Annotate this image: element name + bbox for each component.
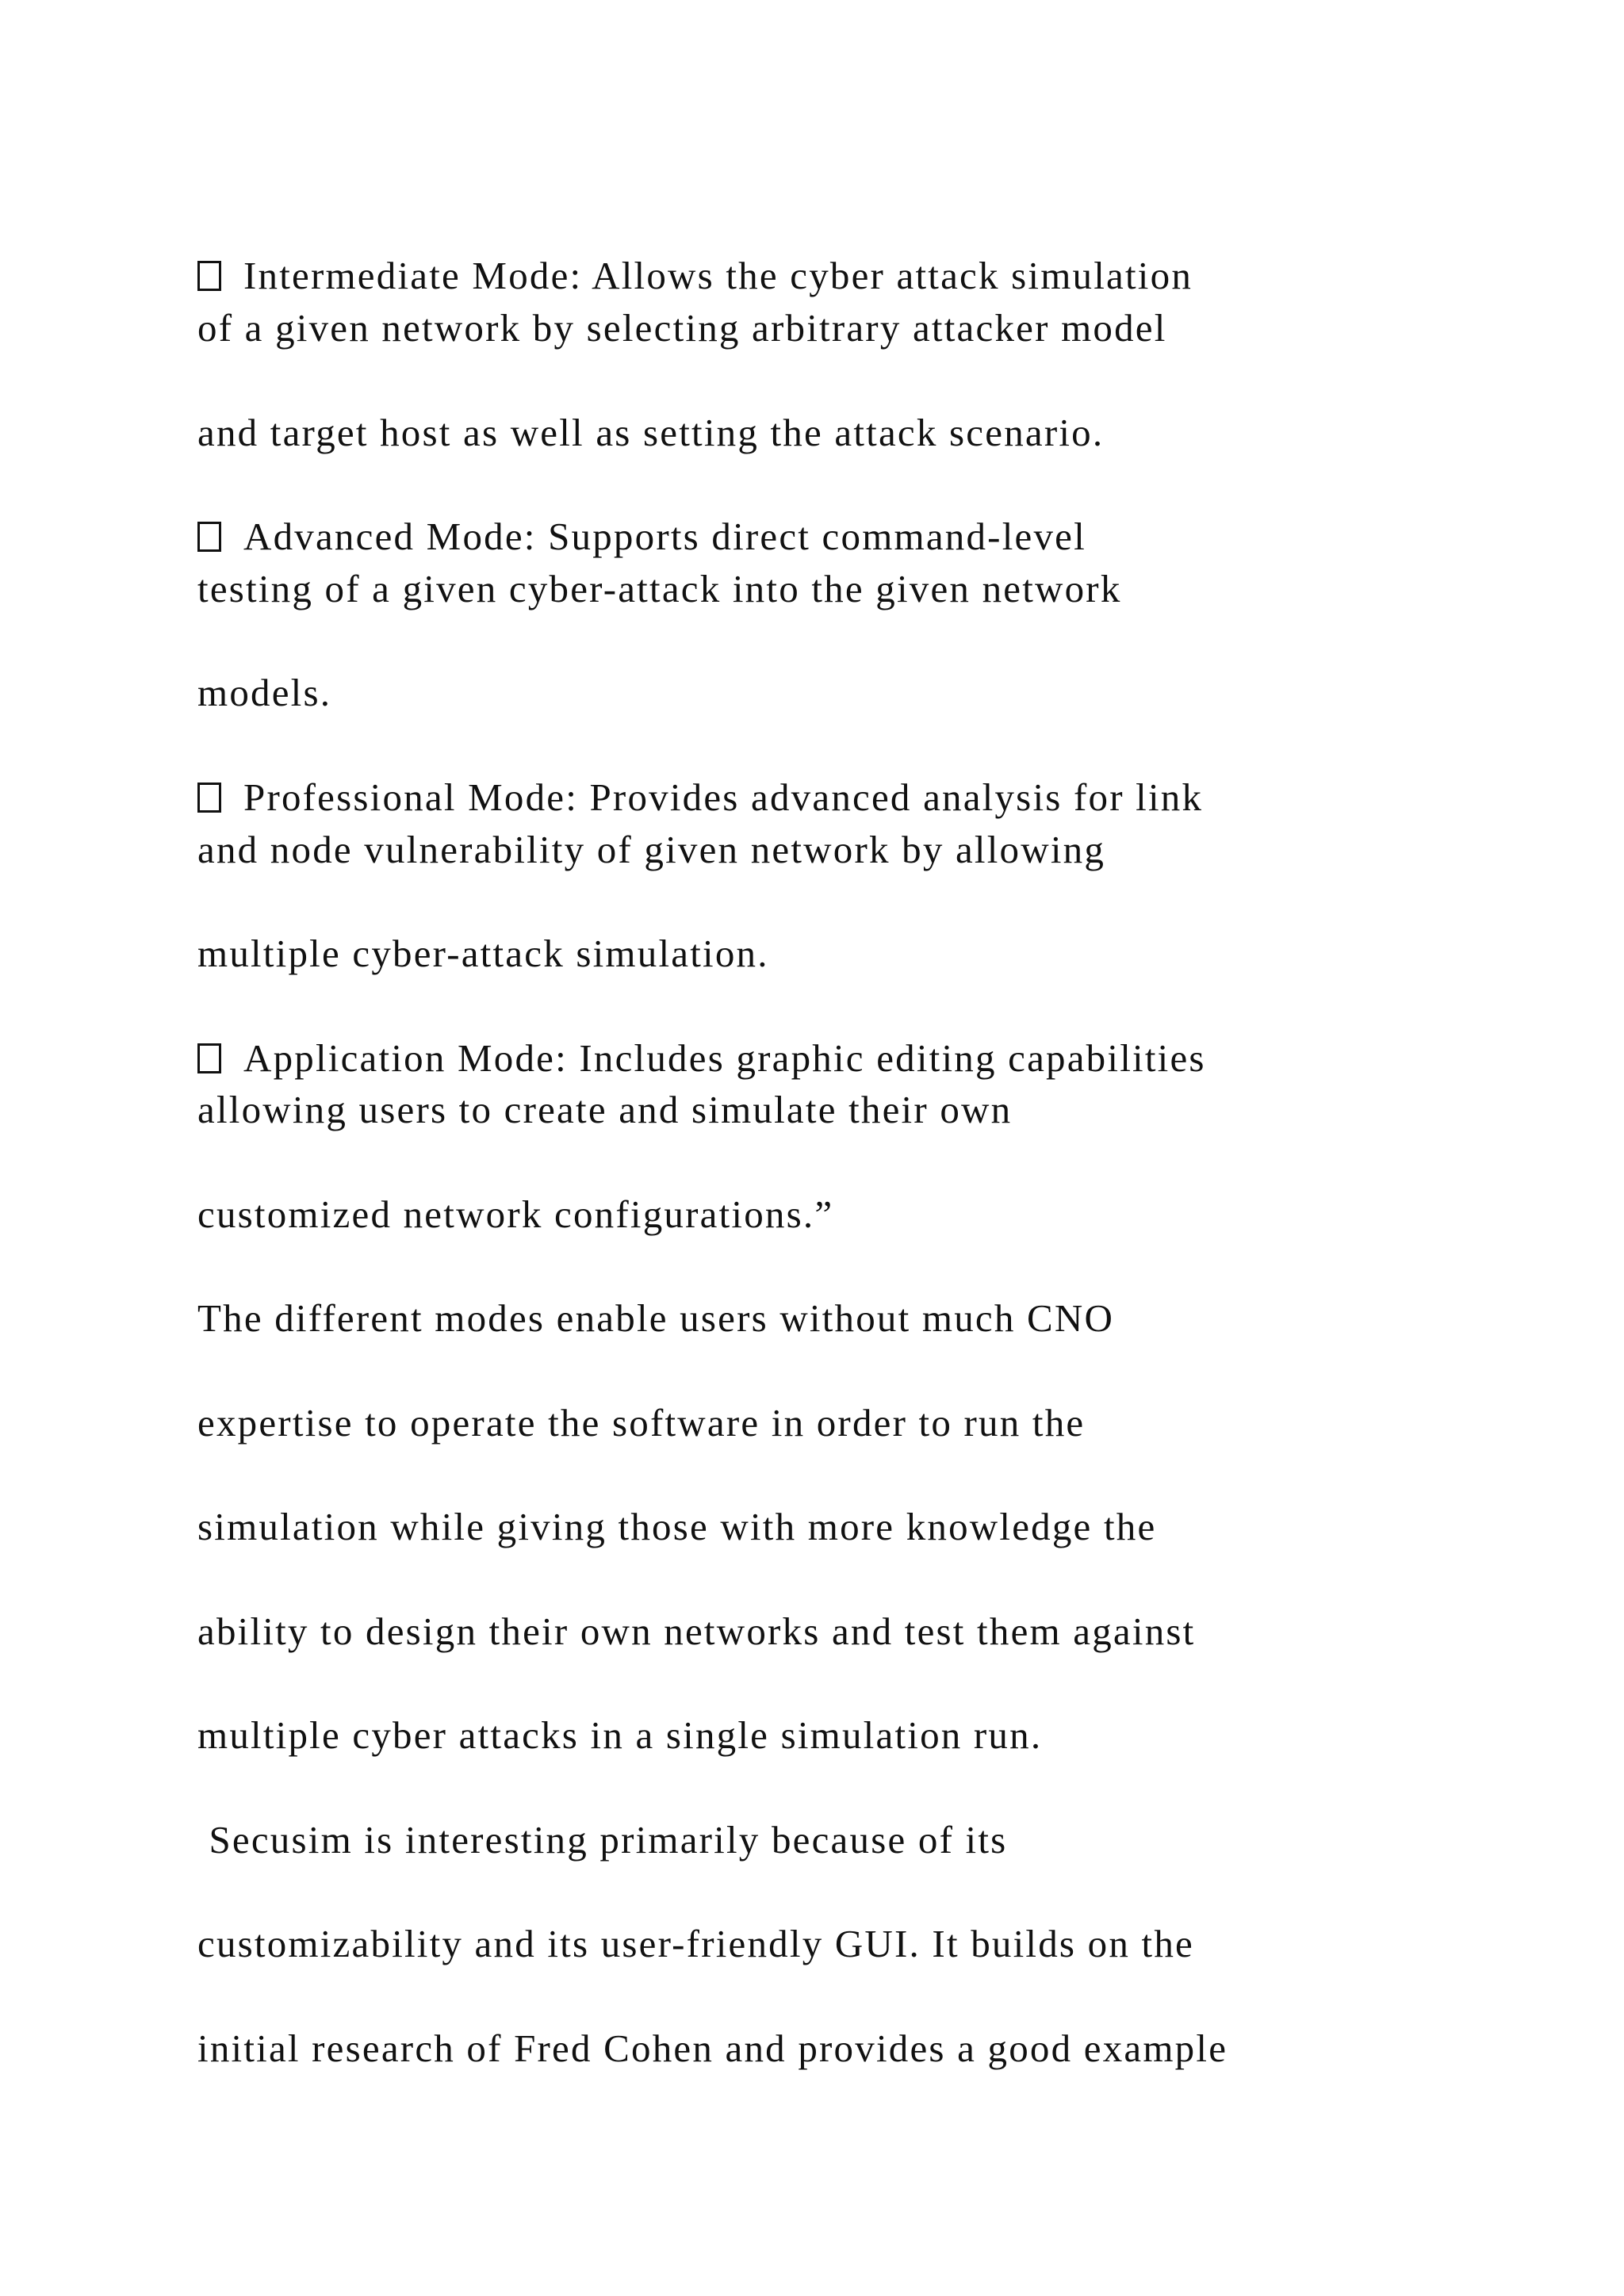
paragraph-2-line-2: customizability and its user-friendly GUI. It builds on the [197, 1922, 1194, 1965]
missing-glyph-icon [197, 783, 221, 813]
bullet-professional-line-1 [197, 775, 1204, 819]
paragraph-1-line-3: simulation while giving those with more knowledge the [197, 1505, 1157, 1548]
bullet-advanced-line-1 [197, 517, 1086, 556]
bullet-intermediate-line-3: and target host as well as setting the attack scenario. [197, 411, 1105, 454]
bullet-text: Intermediate Mode: Allows the cyber attack simulation [243, 254, 1193, 297]
missing-glyph-icon [197, 522, 221, 552]
bullet-text: Advanced Mode: Supports direct command-level [243, 515, 1086, 558]
bullet-professional-line-2: and node vulnerability of given network by allowing [197, 828, 1106, 871]
bullet-intermediate-line-2: of a given network by selecting arbitrary attacker model [197, 306, 1167, 350]
bullet-application-line-2: allowing users to create and simulate their own [197, 1088, 1013, 1131]
paragraph-2-line-3: initial research of Fred Cohen and provides a good example [197, 2026, 1228, 2070]
bullet-application-line-1 [197, 1036, 1206, 1080]
bullet-application-line-3: customized network configurations.” [197, 1192, 834, 1236]
missing-glyph-icon [197, 1043, 221, 1073]
bullet-intermediate-line-1 [197, 256, 1193, 295]
bullet-advanced-line-3: models. [197, 671, 332, 714]
bullet-text: Professional Mode: Provides advanced analysis for link [243, 775, 1204, 819]
paragraph-1-line-2: expertise to operate the software in order to run the [197, 1401, 1086, 1445]
bullet-professional-line-3: multiple cyber-attack simulation. [197, 932, 769, 975]
paragraph-1-line-5: multiple cyber attacks in a single simulation run. [197, 1713, 1043, 1757]
paragraph-1-line-1: The different modes enable users without much CNO [197, 1296, 1115, 1340]
missing-glyph-icon [197, 261, 221, 291]
paragraph-1-line-4: ability to design their own networks and test them against [197, 1609, 1196, 1653]
paragraph-2-line-1: Secusim is interesting primarily because of its [197, 1818, 1008, 1862]
bullet-text: Application Mode: Includes graphic editing capabilities [243, 1036, 1206, 1080]
bullet-advanced-line-2: testing of a given cyber-attack into the given network [197, 567, 1122, 610]
